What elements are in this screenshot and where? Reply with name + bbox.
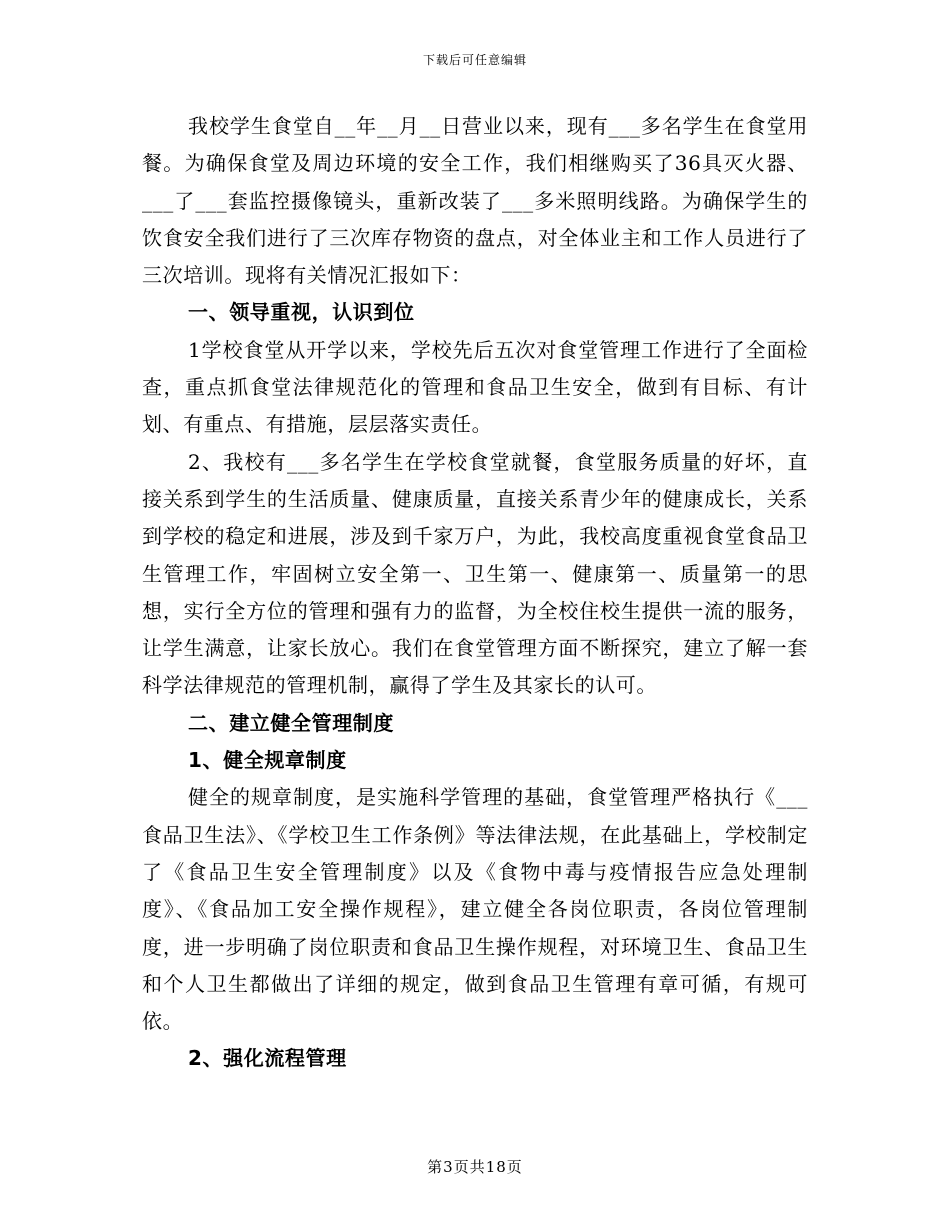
intro-paragraph: 我校学生食堂自__年__月__日营业以来，现有___多名学生在食堂用餐。为确保食堂及周边环境的安全工作，我们相继购买了36具灭火器、___了___套监控摄像镜头，重新改装了___多米照明线路。为确保学生的饮食安全我们进行了三次库存物资的盘点，对全体业主和工作人员进行了三次培训。现将有关情况汇报如下：	[142, 114, 808, 288]
page-header: 下载后可任意编辑	[422, 53, 527, 67]
section-1-paragraph-2: 2、我校有___多名学生在学校食堂就餐，食堂服务质量的好坏，直接关系到学生的生活质量、健康质量，直接关系青少年的健康成长，关系到学校的稳定和进展，涉及到千家万户，为此，我校高度重视食堂食品卫生管理工作，牢固树立安全第一、卫生第一、健康第一、质量第一的思想，实行全方位的管理和强有力的监督，为全校住校生提供一流的服务，让学生满意，让家长放心。我们在食堂管理方面不断探究，建立了解一套科学法律规范的管理机制，赢得了学生及其家长的认可。	[142, 449, 808, 698]
section-1-heading: 一、领导重视，认识到位	[188, 300, 415, 325]
section-1-paragraph-1: 1学校食堂从开学以来，学校先后五次对食堂管理工作进行了全面检查，重点抓食堂法律规范化的管理和食品卫生安全，做到有目标、有计划、有重点、有措施，层层落实责任。	[142, 337, 808, 437]
section-2-paragraph-1: 健全的规章制度，是实施科学管理的基础，食堂管理严格执行《___食品卫生法》、《学校卫生工作条例》等法律法规，在此基础上，学校制定了《食品卫生安全管理制度》以及《食物中毒与疫情报告应急处理制度》、《食品加工安全操作规程》，建立健全各岗位职责，各岗位管理制度，进一步明确了岗位职责和食品卫生操作规程，对环境卫生、食品卫生和个人卫生都做出了详细的规定，做到食品卫生管理有章可循，有规可依。	[142, 785, 808, 1034]
section-2-heading: 二、建立健全管理制度	[188, 710, 394, 735]
document-body	[142, 108, 808, 1078]
section-2-subheading-2: 2、强化流程管理	[188, 1046, 347, 1071]
section-2-subheading-1: 1、健全规章制度	[188, 748, 347, 773]
page-footer: 第3页共18页	[427, 1158, 523, 1176]
